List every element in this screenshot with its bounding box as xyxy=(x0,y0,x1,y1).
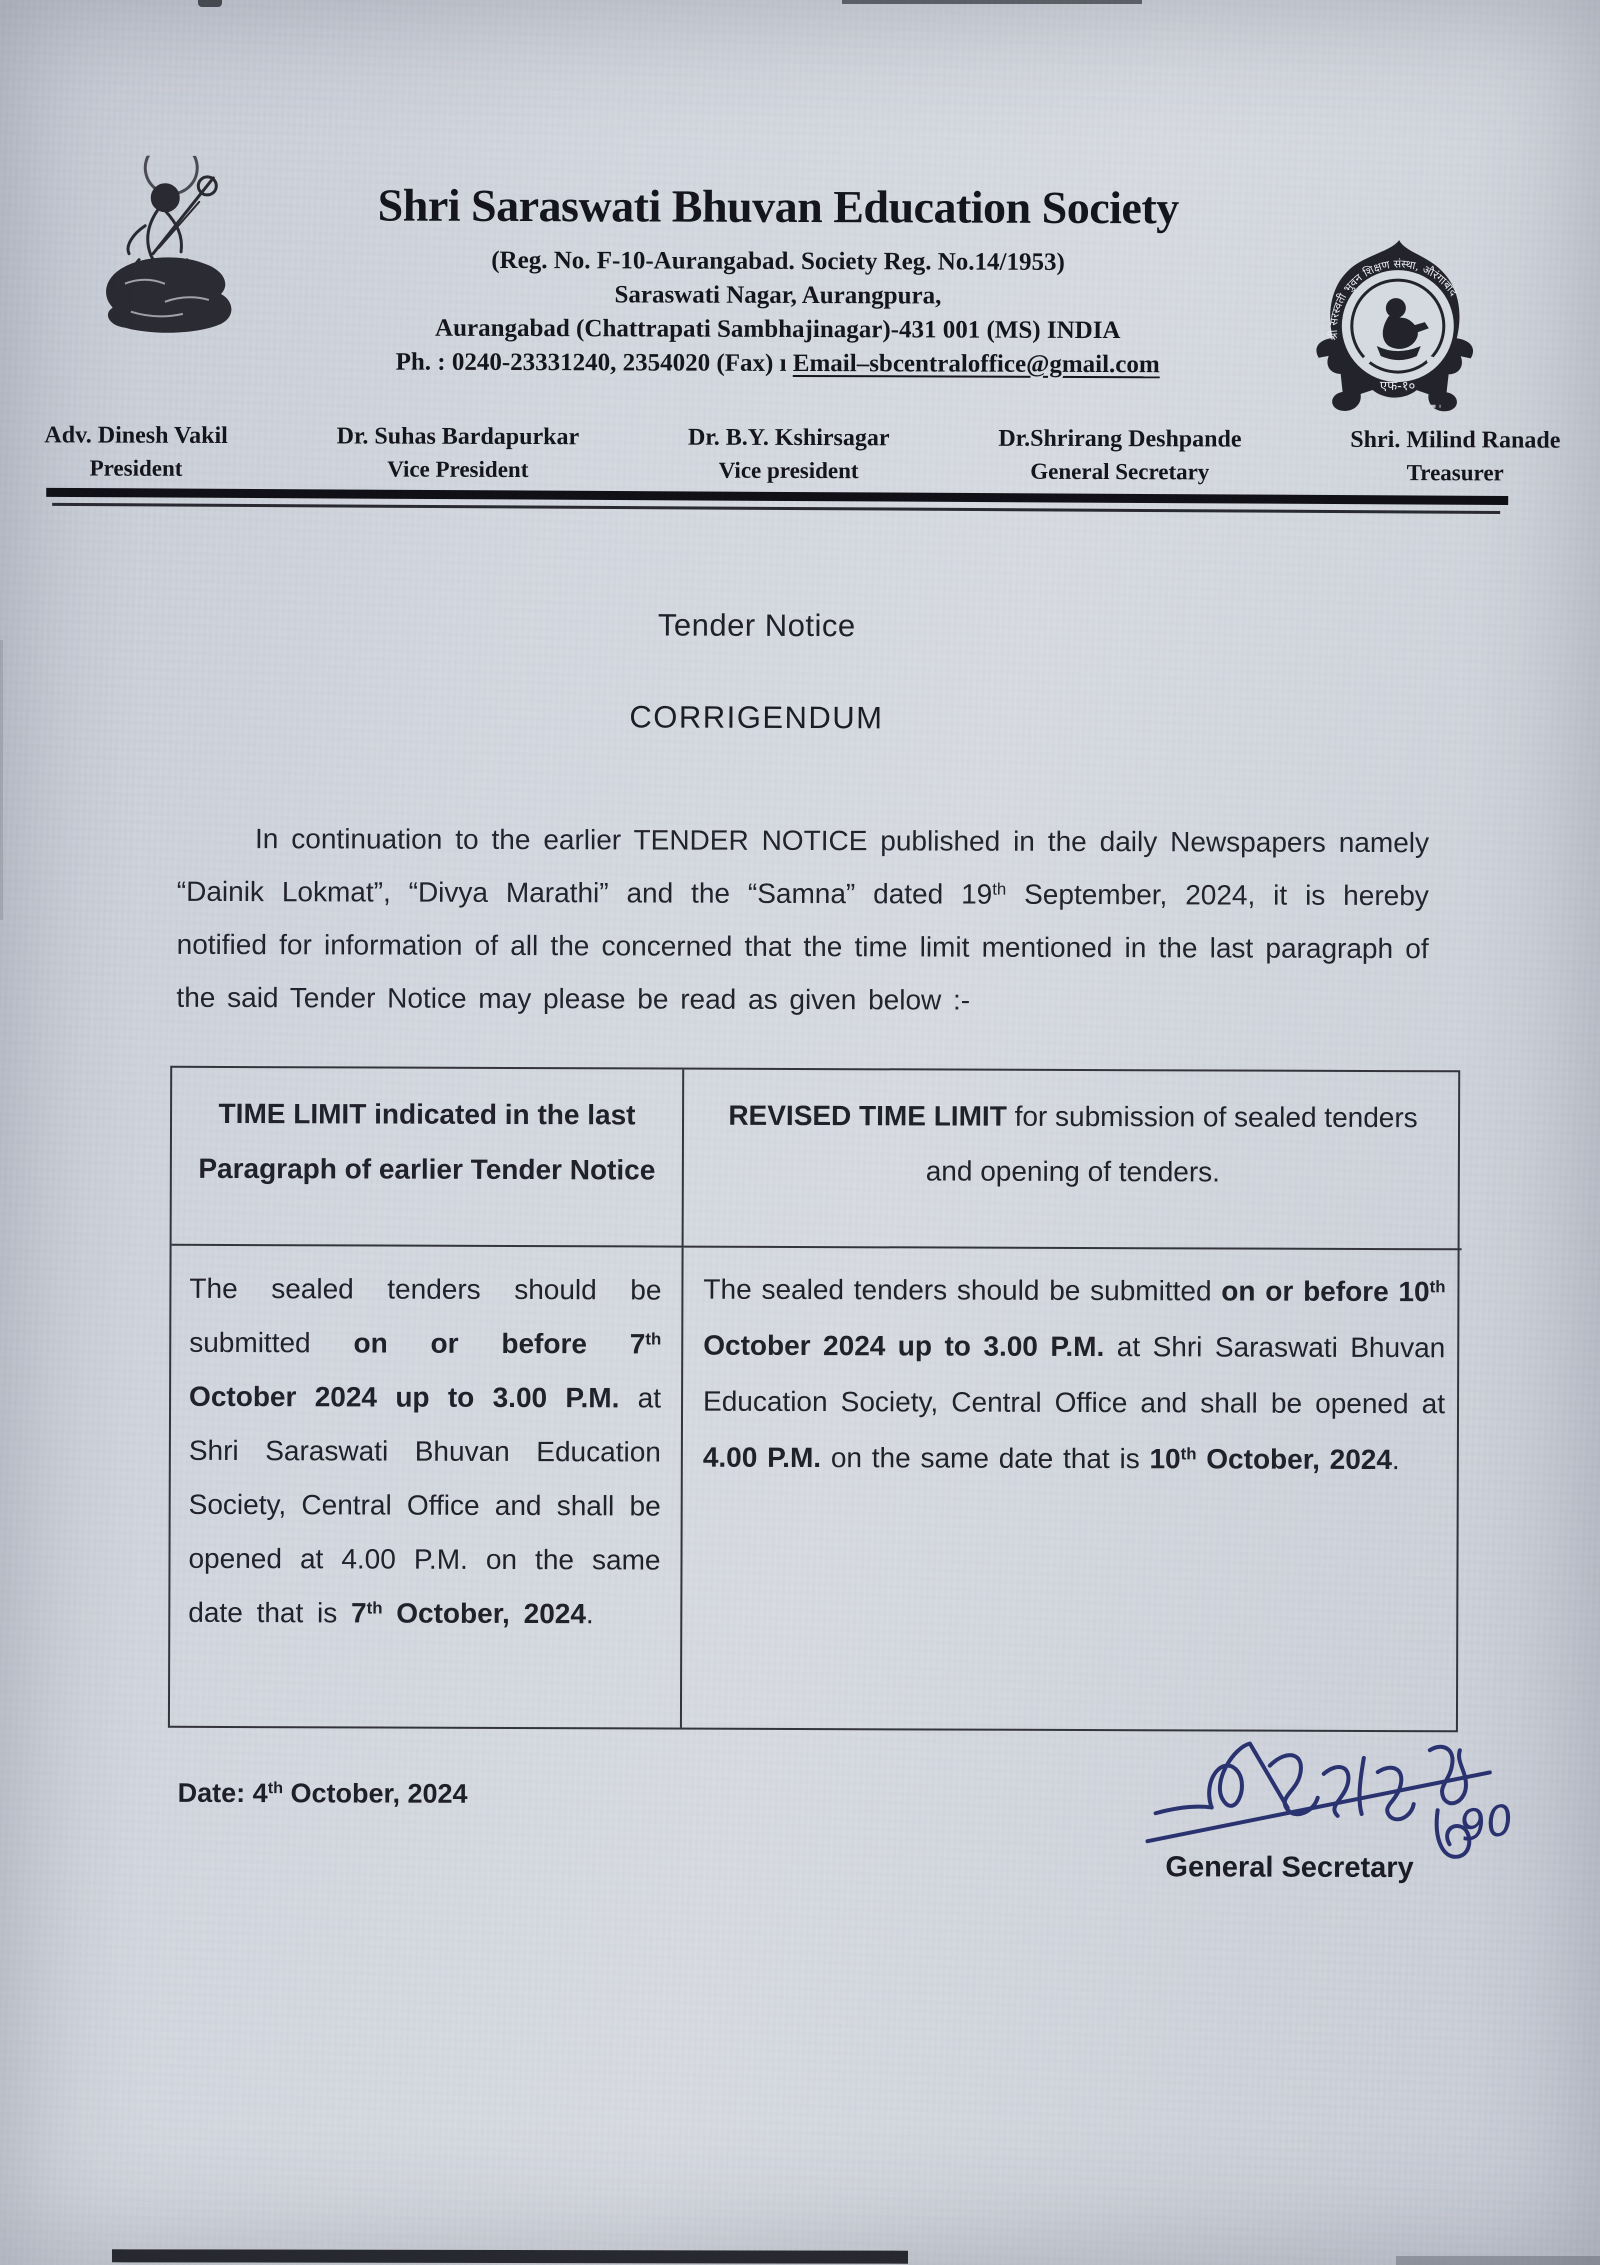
emblem-ring-text: श्री सरस्वती भुवन शिक्षण संस्था, औरंगाबाद xyxy=(1326,257,1461,341)
date-line: Date: 4th October, 2024 xyxy=(177,1777,468,1809)
official-role: Treasurer xyxy=(1406,460,1504,486)
official-vice-president-2 xyxy=(688,422,890,489)
table-cell-revised-time-limit: The sealed tenders should be submitted on or before 10th October 2024 up to 3.00 P.M. at Shri Saraswati Bhuvan Education Society, Central Office and shall be opened at 4.00 P.M. on the same date that is 10th October, 2024. xyxy=(702,1273,1446,1476)
official-name: Shri. Milind Ranade xyxy=(1350,426,1561,454)
table-header-original-time-limit: TIME LIMIT indicated in the last Paragraph of earlier Tender Notice xyxy=(172,1068,685,1248)
notice-title: Tender Notice xyxy=(657,607,856,644)
official-name: Dr.Shrirang Deshpande xyxy=(998,425,1242,453)
registration-line: (Reg. No. F-10-Aurangabad. Society Reg. No.14/1953) xyxy=(491,246,1065,276)
address-line-2: Aurangabad (Chattrapati Sambhajinagar)-431 001 (MS) INDIA xyxy=(435,314,1121,344)
official-name: Adv. Dinesh Vakil xyxy=(44,422,228,449)
letterhead-center xyxy=(253,180,1304,382)
table-header-revised-time-limit: REVISED TIME LIMIT for submission of sealed tenders and opening of tenders. xyxy=(684,1070,1463,1251)
official-president xyxy=(44,419,228,486)
official-role: President xyxy=(89,455,183,481)
official-name: Dr. B.Y. Kshirsagar xyxy=(687,424,890,452)
official-treasurer xyxy=(1350,424,1560,491)
notice-paragraph: In continuation to the earlier TENDER NOTICE published in the daily Newspapers namely “Dainik Lokmat”, “Divya Marathi” and the “Samna” dated 19th September, 2024, it is hereby notified for information of all the concerned that the time limit mentioned in the last paragraph of the said Tender Notice may please be read as given below :- xyxy=(176,823,1430,1016)
letterhead-divider-thin xyxy=(52,503,1500,514)
official-name: Dr. Suhas Bardapurkar xyxy=(336,423,580,451)
table-cell-original-time-limit: The sealed tenders should be submitted on or before 7th October 2024 up to 3.00 P.M. at Shri Saraswati Bhuvan Education Society, Central Office and shall be opened at 4.00 P.M. on the same date that is 7th October, 2024. xyxy=(170,1246,684,1728)
address-line-1: Saraswati Nagar, Aurangpura, xyxy=(614,280,942,310)
official-vice-president-1 xyxy=(336,420,579,487)
emblem-band-text: एफ-१० xyxy=(1379,379,1416,395)
time-limit-table xyxy=(168,1066,1460,1732)
official-role: General Secretary xyxy=(1030,458,1210,485)
contact-line xyxy=(253,345,1303,383)
official-general-secretary xyxy=(998,423,1241,490)
phone-numbers: Ph. : 0240-23331240, 2354020 (Fax) ı xyxy=(395,348,793,377)
email-address: Email–sbcentraloffice@gmail.com xyxy=(792,349,1160,378)
officials-row xyxy=(44,419,1560,490)
letterhead-divider-thick xyxy=(46,488,1508,505)
official-role: Vice President xyxy=(387,456,529,483)
society-emblem-icon xyxy=(1300,234,1497,445)
signatory-title: General Secretary xyxy=(1165,1851,1414,1885)
saraswati-illustration-icon xyxy=(95,156,261,340)
rock-base-shape xyxy=(106,257,232,333)
corrigendum-heading: CORRIGENDUM xyxy=(629,699,884,736)
handwritten-number: 90 xyxy=(1456,1794,1517,1851)
official-role: Vice president xyxy=(718,457,859,484)
society-name: Shri Saraswati Bhuvan Education Society xyxy=(377,179,1179,234)
